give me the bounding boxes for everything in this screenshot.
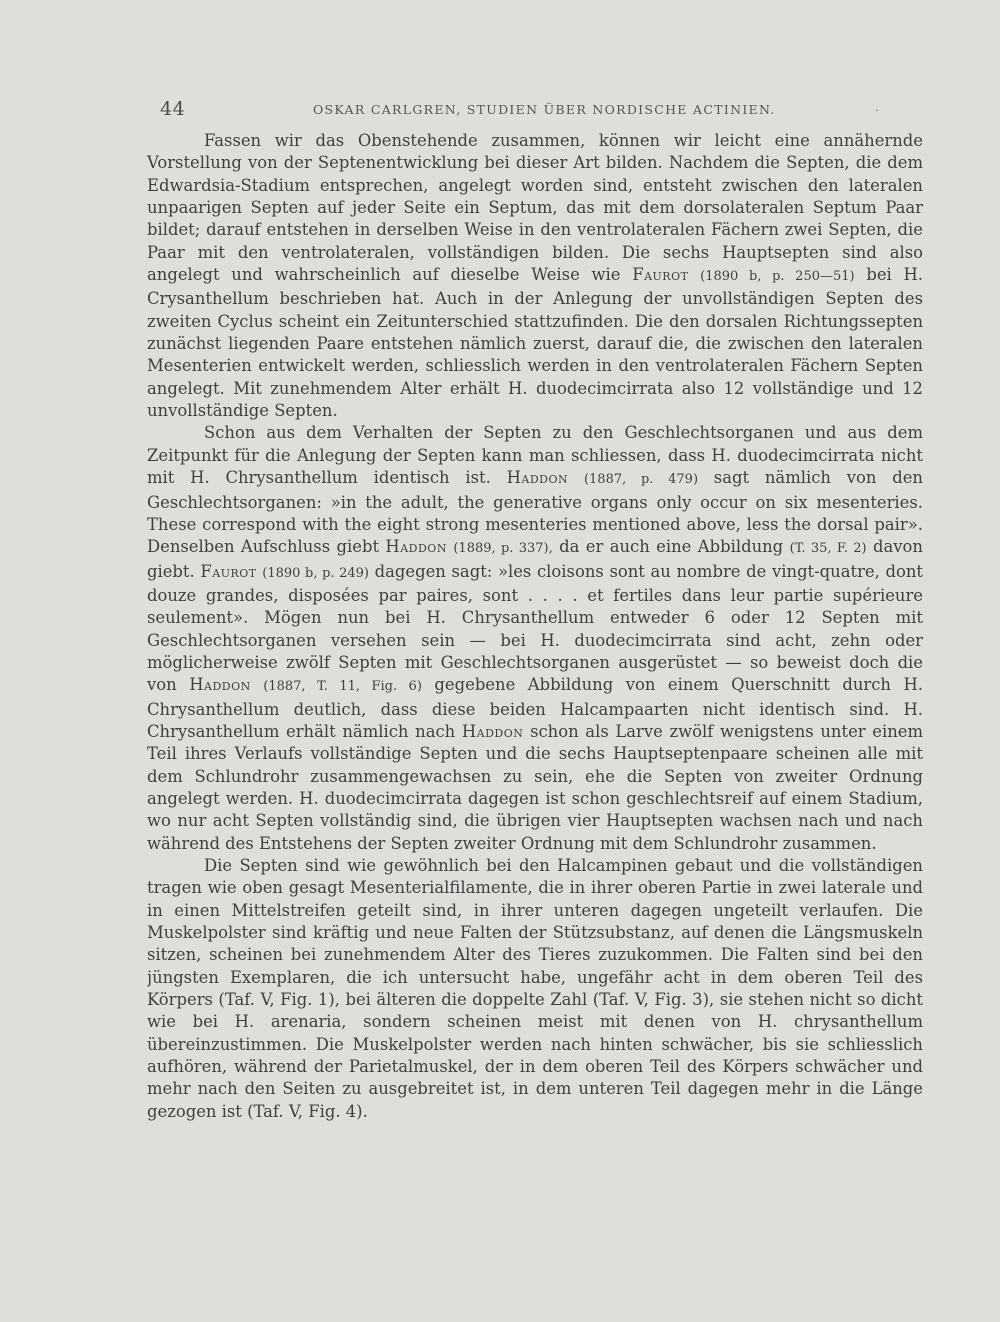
- citation: (1887, T. 11, Fig. 6): [263, 679, 422, 695]
- paragraph-text: schon als Larve zwölf wenigstens unter einem Teil ihres Verlaufs vollständige Septen und die sechs Hauptseptenpaare scheinen alle mit dem Schlundrohr zusammengewachsen zu sein, ehe die Septen von zweiter Ordnung angelegt werden. H. duodecimcirrata dagegen ist schon geschlechtsreif auf einem Stadium, wo nur acht Septen vollständig sind, die übrigen vier Hauptsepten wachsen nach und nach während des Entstehens der Septen zweiter Ordnung mit dem Schlundrohr zusammen.: [147, 721, 923, 853]
- paragraph-text: Fassen wir das Obenstehende zusammen, können wir leicht eine annähernde Vorstellung von der Septenentwicklung bei dieser Art bilden. Nachdem die Septen, die dem Edwardsia-Stadium entsprechen, angelegt worden sind, entsteht zwischen den lateralen unpaarigen Septen auf jeder Seite ein Septum, das mit dem dorsolateralen Septum Paar bildet; darauf entstehen in derselben Weise in den ventrolateralen Fächern zwei Septen, die Paar mit den ventrolateralen, vollständigen bilden. Die sechs Hauptsepten sind also angelegt und wahrscheinlich auf dieselbe Weise wie: [147, 131, 923, 285]
- author-reference: Haddon: [461, 721, 524, 741]
- paragraph-text: Die Septen sind wie gewöhnlich bei den Halcampinen gebaut und die vollständigen tragen wie oben gesagt Mesenterialfilamente, die in ihrer oberen Partie in zwei laterale und in einen Mittelstreifen geteilt sind, in ihrer unteren dagegen ungeteilt verlaufen. Die Muskelpolster sind kräftig und neue Falten der Stützsubstanz, auf denen die Längsmuskeln sitzen, scheinen bei zunehmendem Alter des Tieres zuzukommen. Die Falten sind bei den jüngsten Exemplaren, die ich untersucht habe, ungefähr acht in dem oberen Teil des Körpers (Taf. V, Fig. 1), bei älteren die doppelte Zahl (Taf. V, Fig. 3), sie stehen nicht so dicht wie bei H. arenaria, sondern scheinen meist mit denen von H. chrysanthellum übereinzustimmen. Die Muskelpolster werden nach hinten schwächer, bis sie schliesslich aufhören, während der Parietalmuskel, der in dem oberen Teil des Körpers schwächer und mehr nach den Seiten zu ausgebreitet ist, in dem unteren Teil dagegen mehr in die Länge gezogen ist (Taf. V, Fig. 4).: [147, 856, 923, 1121]
- author-reference: Faurot: [632, 265, 689, 285]
- citation: (1889, p. 337),: [453, 541, 553, 557]
- paragraph-text: dagegen sagt: »les cloisons sont au nombre de vingt-quatre, dont douze grandes, disposées par paires, sont . . . . et fertiles dans leur partie supérieure seulement». Mögen nun bei H. Chrysanthellum entweder 6 oder 12 Septen mit Geschlechtsorganen versehen sein — bei H. duodecimcirrata sind acht, zehn oder möglicherweise zwölf Septen mit Geschlechtsorganen ausgerüstet — so beweist doch die von: [147, 561, 923, 695]
- citation: (1887, p. 479): [583, 472, 699, 488]
- paragraph-comparison: [147, 422, 923, 855]
- paragraph-text: Schon aus dem Verhalten der Septen zu den Geschlechtsorganen und aus dem Zeitpunkt für die Anlegung der Septen kann man schliessen, dass H. duodecimcirrata nicht mit H. Chrysanthellum identisch ist.: [147, 423, 923, 488]
- running-title: OSKAR CARLGREN, STUDIEN ÜBER NORDISCHE ACTINIEN.: [313, 102, 776, 117]
- author-reference: Faurot: [200, 561, 257, 581]
- paragraph-text: gegebene Abbildung von einem Querschnitt durch H. Chrysanthellum deutlich, dass diese beiden Halcampaarten nicht identisch sind. H. Chrysanthellum erhält nämlich nach: [147, 675, 923, 741]
- author-reference: Haddon: [506, 468, 569, 488]
- body-text: [147, 130, 923, 1140]
- paragraph-summary: [147, 130, 923, 422]
- paragraph-septa-structure: [147, 855, 923, 1123]
- author-reference: Haddon: [189, 675, 251, 695]
- paragraph-text: da er auch eine Abbildung: [552, 537, 790, 557]
- paragraph-text: bei H. Crysanthellum beschrieben hat. Auch in der Anlegung der unvollständigen Septen des zweiten Cyclus scheint ein Zeitunterschied stattzufinden. Die den dorsalen Richtungssepten zunächst liegenden Paare entstehen nämlich zuerst, darauf die, die zwischen den lateralen Mesenterien entwickelt werden, schliesslich werden in den ventrolateralen Fächern Septen angelegt. Mit zunehmendem Alter erhält H. duodecimcirrata also 12 vollständige und 12 unvollständige Septen.: [147, 265, 923, 421]
- running-head: [160, 98, 940, 122]
- citation: (T. 35, F. 2): [789, 541, 867, 557]
- corner-mark: .: [875, 100, 879, 114]
- paragraph-text: davon giebt.: [147, 537, 923, 581]
- author-reference: Haddon: [385, 537, 447, 557]
- paragraph-text: sagt nämlich von den Geschlechtsorganen: »in the adult, the generative organs only occur on six mesenteries. These correspond with the eight strong mesenteries mentioned above, less the dorsal pair». Denselben Aufschluss giebt: [147, 468, 923, 557]
- page-number: 44: [160, 98, 186, 120]
- citation: (1890 b, p. 249): [262, 565, 369, 581]
- citation: (1890 b, p. 250—51): [700, 269, 855, 285]
